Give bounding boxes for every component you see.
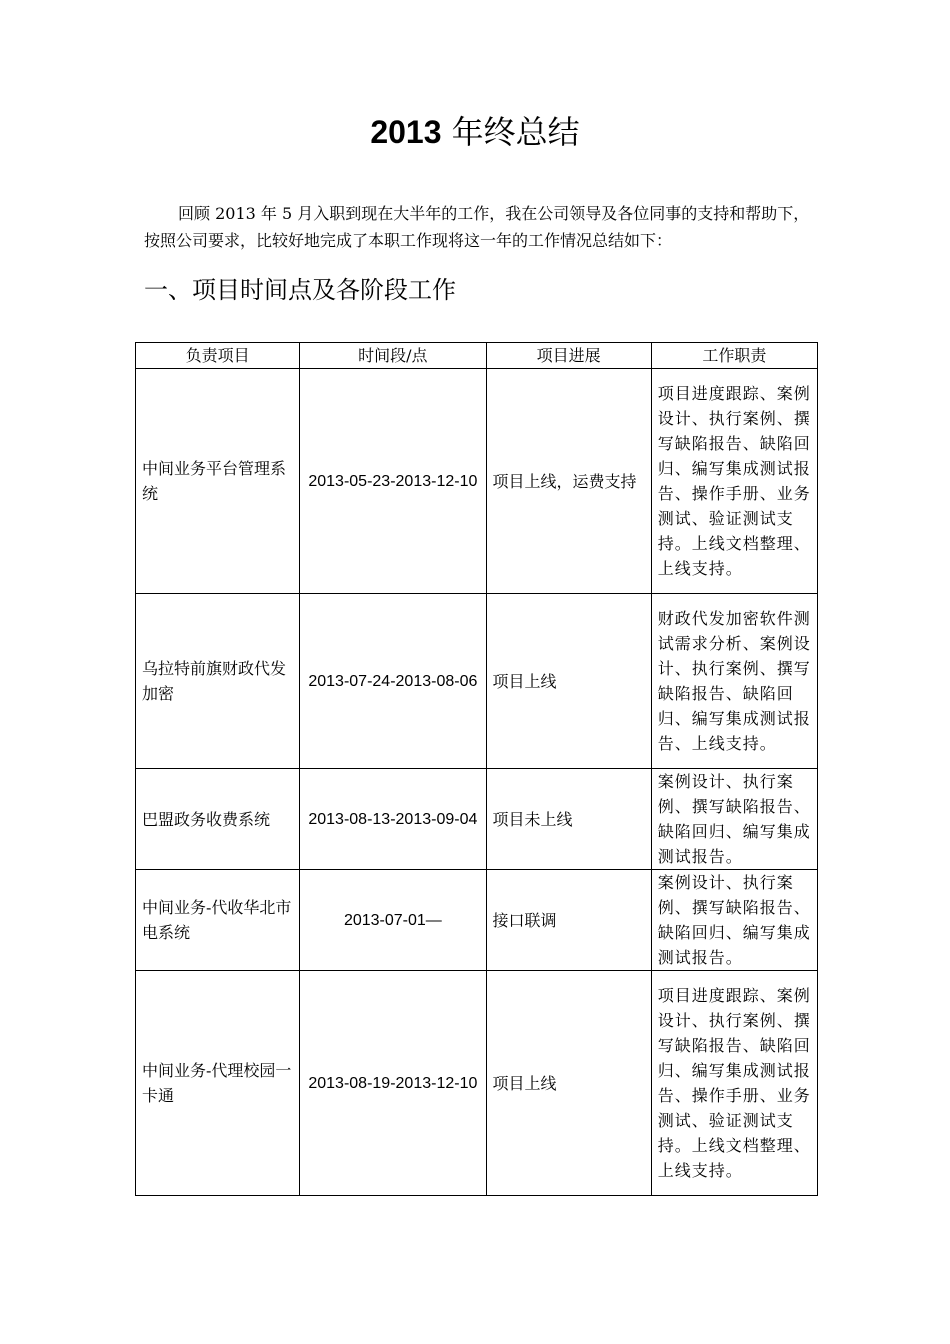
table-header-row (136, 343, 818, 369)
table-row (136, 769, 818, 870)
header-project: 负责项目 (136, 343, 300, 369)
cell-progress: 接口联调 (486, 870, 651, 971)
cell-period: 2013-05-23-2013-12-10 (300, 369, 486, 594)
cell-project: 中间业务-代理校园一卡通 (136, 971, 300, 1196)
header-progress: 项目进展 (486, 343, 651, 369)
table-row (136, 369, 818, 594)
header-duty: 工作职责 (651, 343, 817, 369)
cell-period: 2013-07-24-2013-08-06 (300, 594, 486, 769)
cell-duty: 案例设计、执行案例、撰写缺陷报告、缺陷回归、编写集成测试报告。 (651, 769, 817, 870)
cell-progress: 项目上线 (486, 971, 651, 1196)
cell-progress: 项目未上线 (486, 769, 651, 870)
cell-duty: 案例设计、执行案例、撰写缺陷报告、缺陷回归、编写集成测试报告。 (651, 870, 817, 971)
cell-progress: 项目上线 (486, 594, 651, 769)
cell-period: 2013-08-13-2013-09-04 (300, 769, 486, 870)
document-title (0, 110, 950, 154)
cell-duty: 财政代发加密软件测试需求分析、案例设计、执行案例、撰写缺陷报告、缺陷回归、编写集成测试报告、上线支持。 (651, 594, 817, 769)
intro-paragraph: 回顾 2013 年 5 月入职到现在大半年的工作，我在公司领导及各位同事的支持和帮助下，按照公司要求，比较好地完成了本职工作现将这一年的工作情况总结如下： (144, 204, 810, 250)
title-text: 年终总结 (441, 113, 580, 151)
section-heading: 一、项目时间点及各阶段工作 (144, 276, 456, 304)
cell-duty: 项目进度跟踪、案例设计、执行案例、撰写缺陷报告、缺陷回归、编写集成测试报告、操作手册、业务测试、验证测试支持。上线文档整理、上线支持。 (651, 971, 817, 1196)
cell-period: 2013-08-19-2013-12-10 (300, 971, 486, 1196)
cell-project: 巴盟政务收费系统 (136, 769, 300, 870)
cell-period: 2013-07-01— (300, 870, 486, 971)
cell-project: 中间业务平台管理系统 (136, 369, 300, 594)
table-row (136, 870, 818, 971)
cell-project: 乌拉特前旗财政代发加密 (136, 594, 300, 769)
table-row (136, 971, 818, 1196)
project-table (135, 342, 818, 1196)
table-row (136, 594, 818, 769)
cell-duty: 项目进度跟踪、案例设计、执行案例、撰写缺陷报告、缺陷回归、编写集成测试报告、操作手册、业务测试、验证测试支持。上线文档整理、上线支持。 (651, 369, 817, 594)
cell-progress: 项目上线，运费支持 (486, 369, 651, 594)
header-period: 时间段/点 (300, 343, 486, 369)
title-year: 2013 (370, 114, 442, 150)
cell-project: 中间业务-代收华北市电系统 (136, 870, 300, 971)
